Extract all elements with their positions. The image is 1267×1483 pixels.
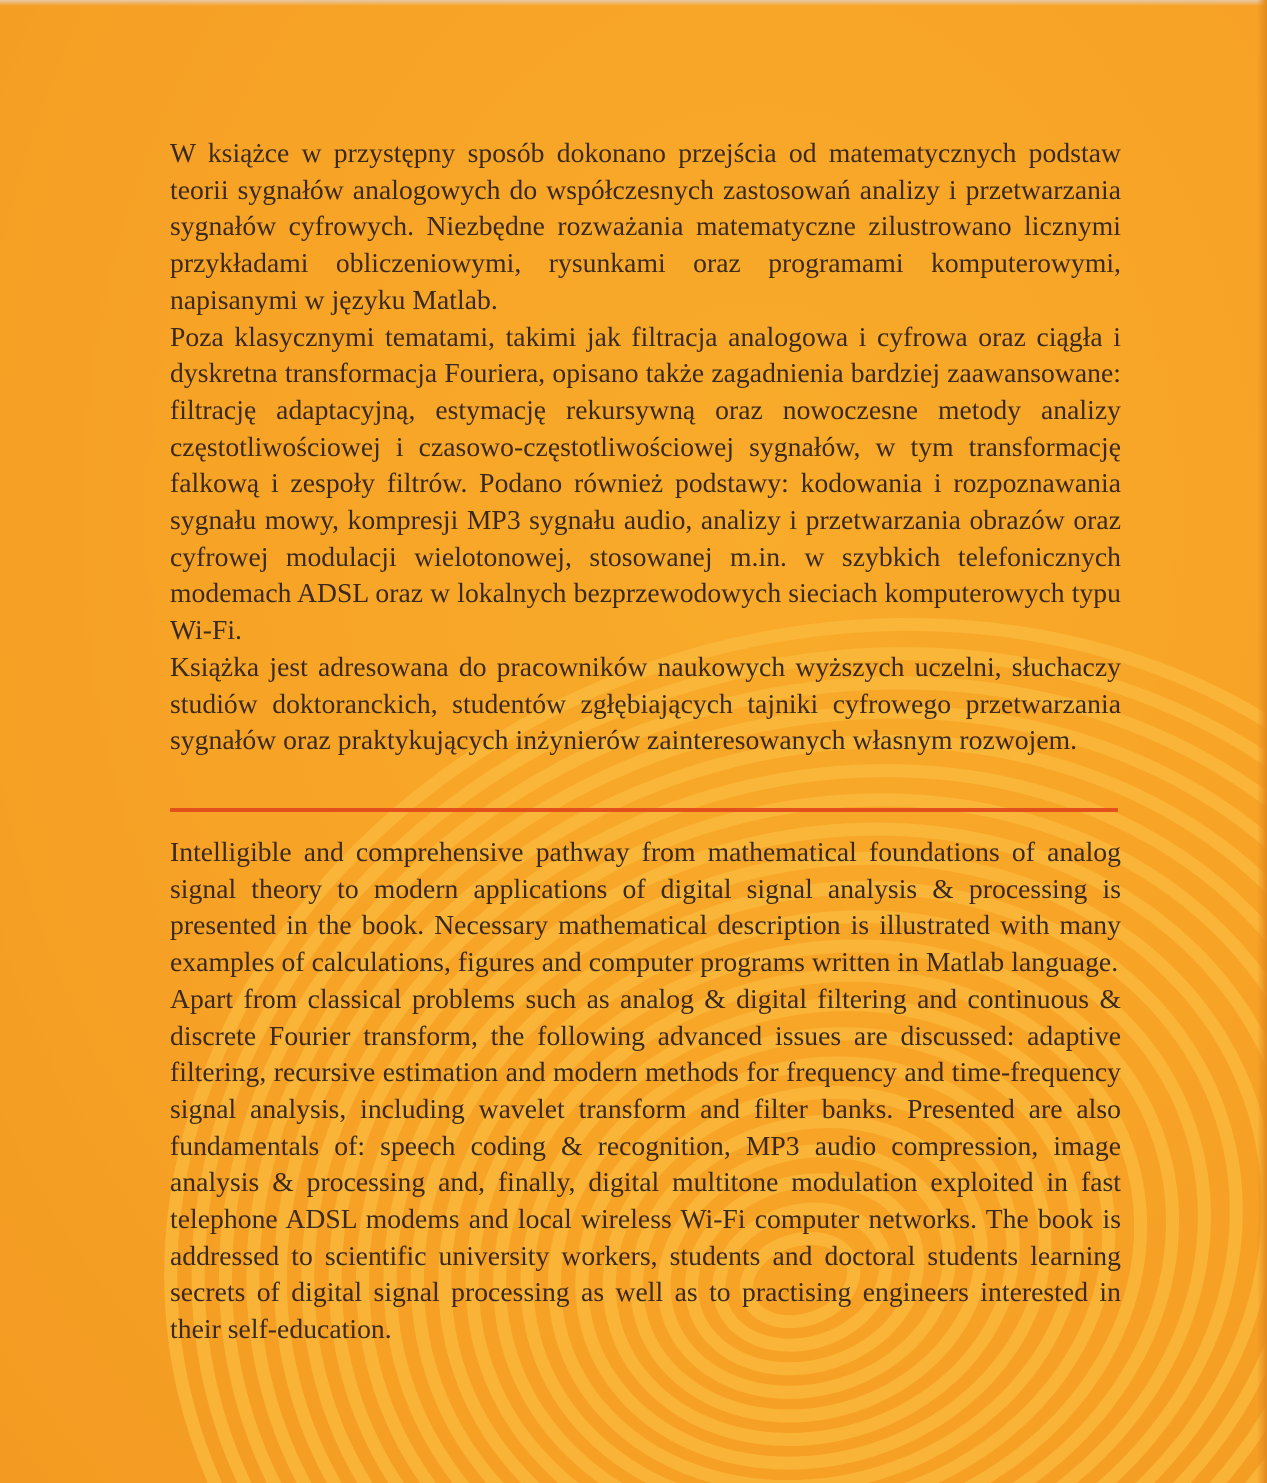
polish-paragraph-1: W książce w przystępny sposób dokonano przejścia od matematycznych podstaw teorii sygnałów analogowych do współczesnych zastosowań analizy i przetwarzania sygnałów cyfrowych. Niezbędne rozważania matematyczne zilustrowano licznymi przykładami obliczeniowymi, rysunkami oraz programami komputerowymi, napisanymi w języku Matlab. <box>170 137 1121 315</box>
section-divider <box>170 808 1118 812</box>
polish-paragraph-3: Książka jest adresowana do pracowników naukowych wyższych uczelni, słuchaczy studiów doktoranckich, studentów zgłębiających tajniki cyfrowego przetwarzania sygnałów oraz praktykujących inżynierów zainteresowanych własnym rozwojem. <box>170 650 1121 756</box>
english-description <box>170 834 1121 1348</box>
scan-edge-right <box>1257 0 1267 1483</box>
english-paragraph-2: Apart from classical problems such as analog & digital filtering and continuous & discrete Fourier transform, the following advanced issues are discussed: adaptive filtering, recursive estimation and modern methods for frequency and time-frequency signal analysis, including wavelet transform and filter banks. Presented are also fundamentals of: speech coding & recognition, MP3 audio compression, image analysis & processing and, finally, digital multitone modulation exploited in fast telephone ADSL modems and local wireless Wi-Fi computer networks. The book is addressed to scientific university workers, students and doctoral students learning secrets of digital signal processing as well as to practising engineers interested in their self-education. <box>170 982 1121 1345</box>
polish-paragraph-2: Poza klasycznymi tematami, takimi jak filtracja analogowa i cyfrowa oraz ciągła i dyskretna transformacja Fouriera, opisano także zagadnienia bardziej zaawansowane: filtrację adaptacyjną, estymację rekursywną oraz nowoczesne metody analizy częstotliwościowej i czasowo-częstotliwościowej sygnałów, w tym transformację falkową i zespoły filtrów. Podano również podstawy: kodowania i rozpoznawania sygnału mowy, kompresji MP3 sygnału audio, analizy i przetwarzania obrazów oraz cyfrowej modulacji wielotonowej, stosowanej m.in. w szybkich telefonicznych modemach ADSL oraz w lokalnych bezprzewodowych sieciach komputerowych typu Wi-Fi. <box>170 320 1121 646</box>
polish-description <box>170 135 1121 759</box>
english-paragraph-1: Intelligible and comprehensive pathway from mathematical foundations of analog signal theory to modern applications of digital signal analysis & processing is presented in the book. Necessary mathematical description is illustrated with many examples of calculations, figures and computer programs written in Matlab language. <box>170 836 1121 978</box>
scan-edge-top <box>0 0 1267 6</box>
